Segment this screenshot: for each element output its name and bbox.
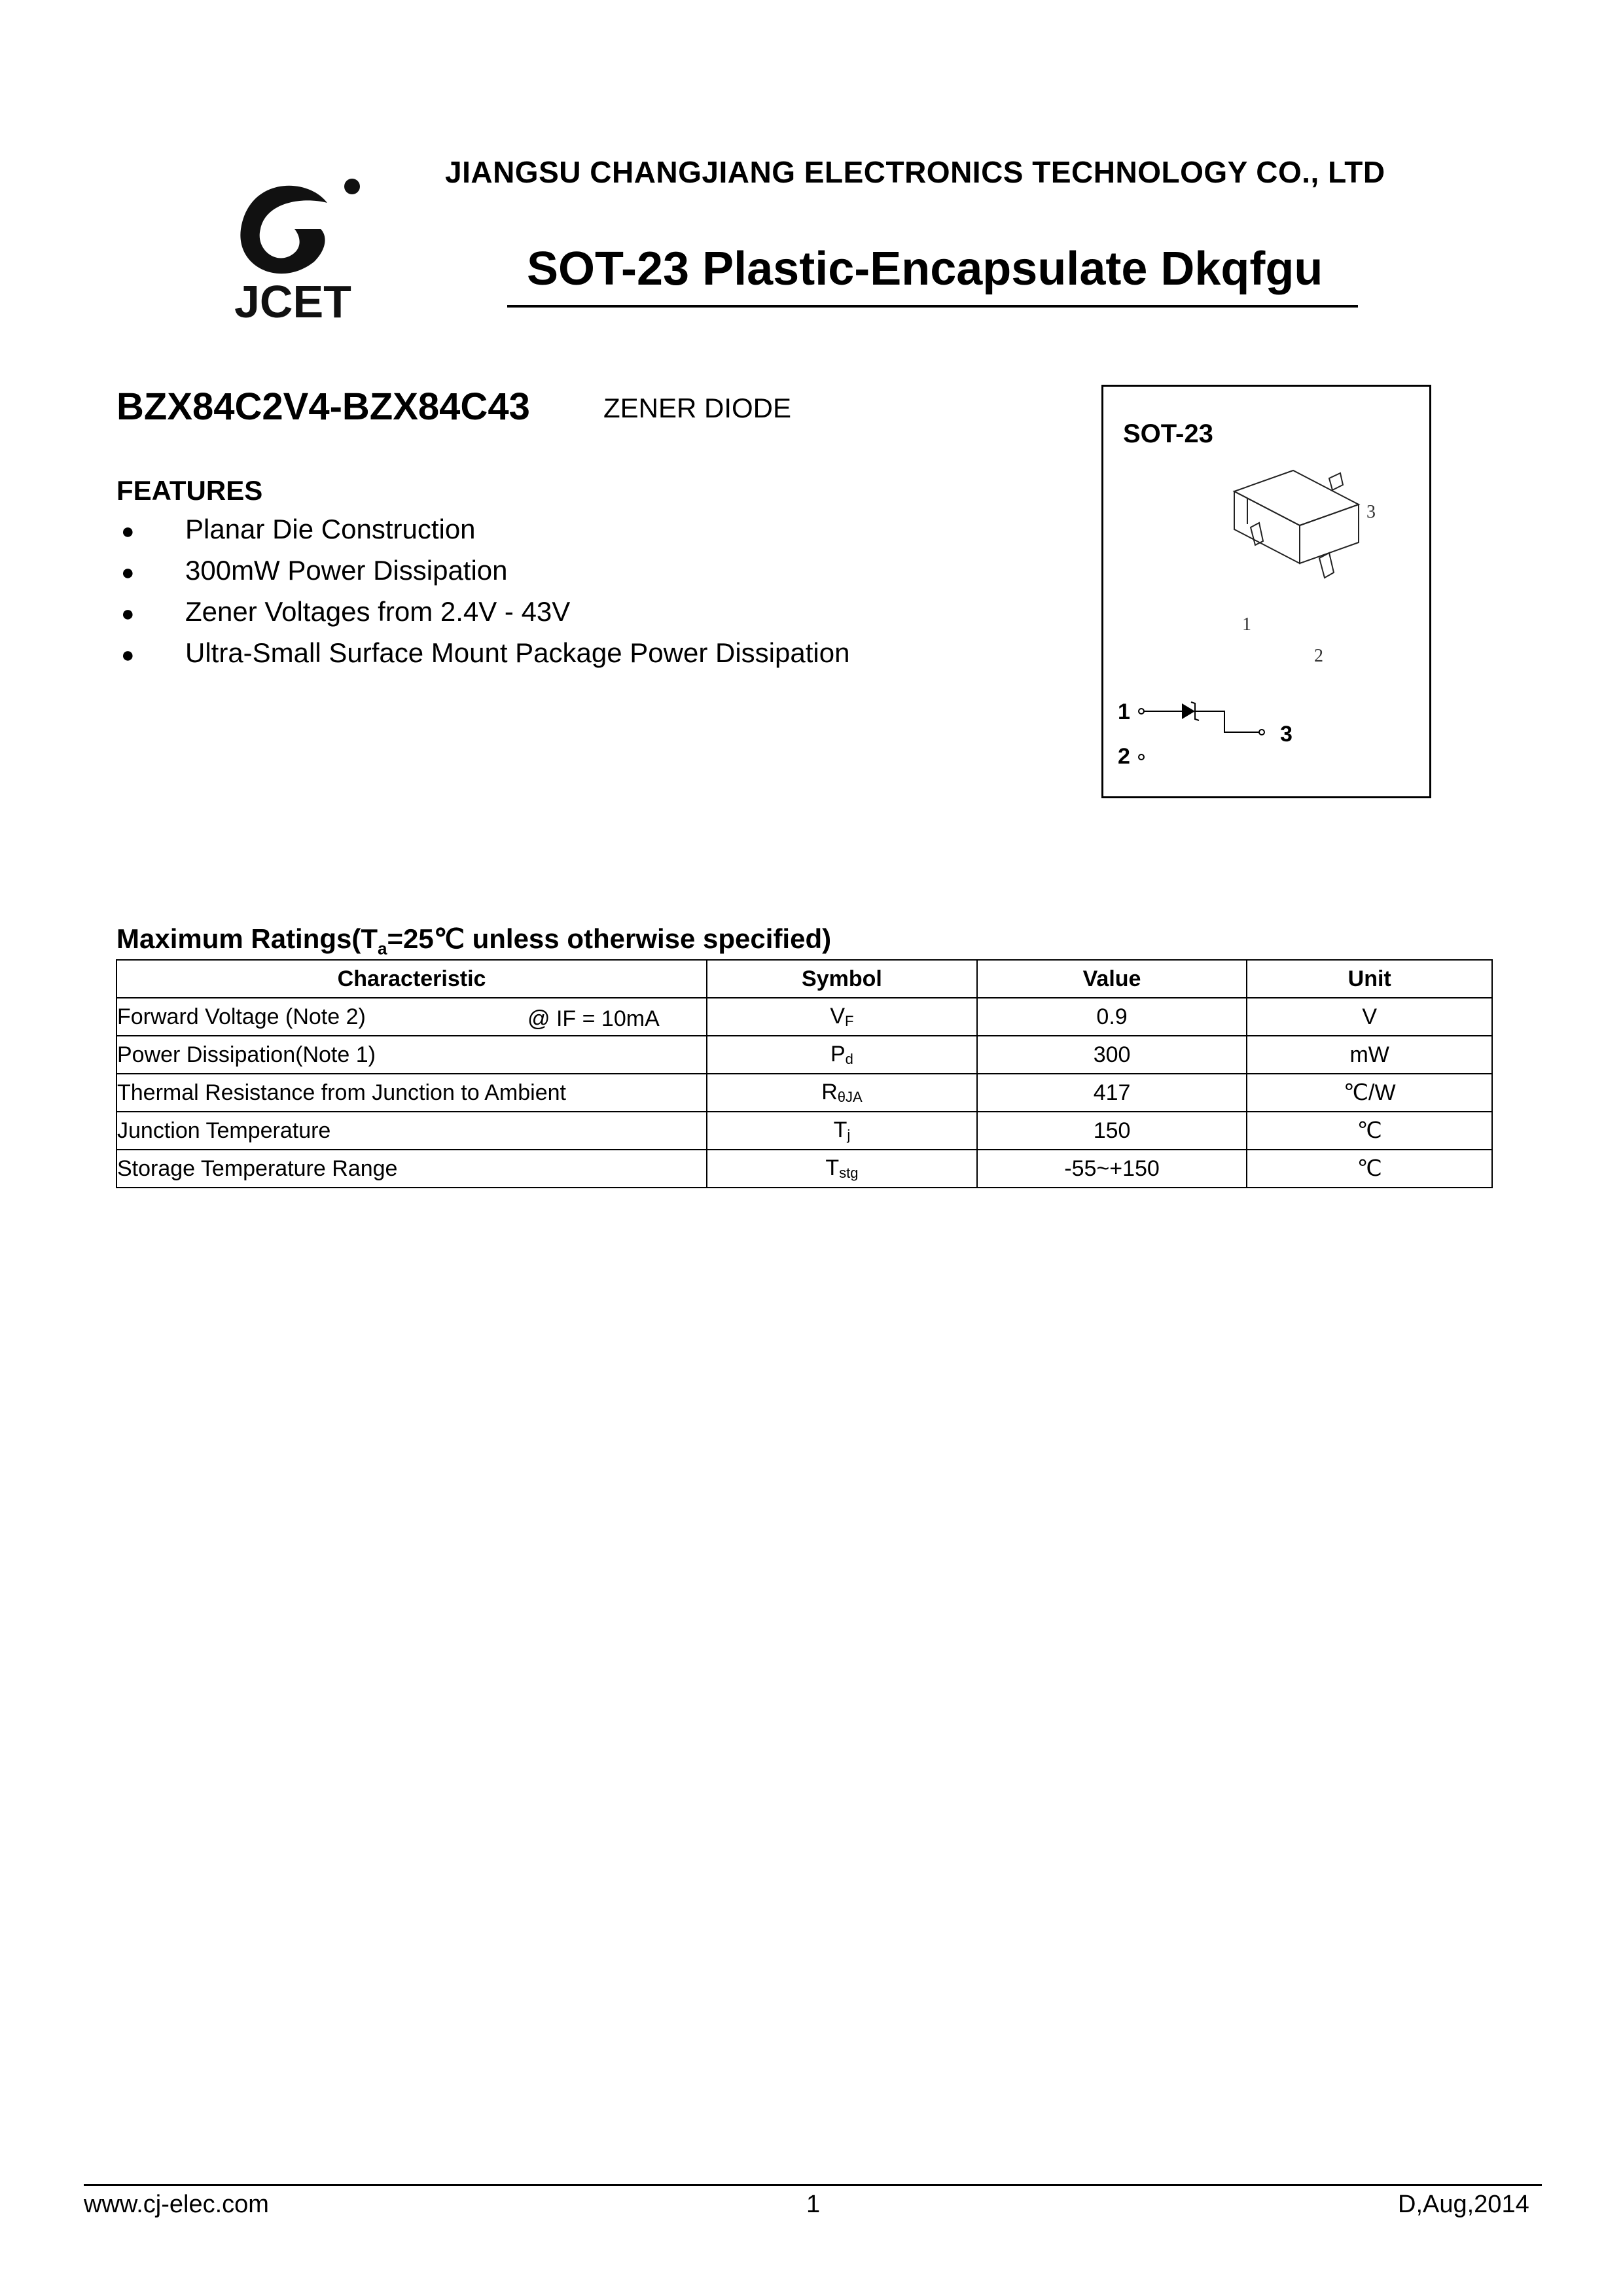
features-list <box>121 514 849 679</box>
cell-unit: V <box>1247 998 1492 1036</box>
table-header-row <box>116 960 1492 998</box>
package-label: SOT-23 <box>1123 419 1213 448</box>
logo-text: JCET <box>234 276 351 327</box>
cell-characteristic: Power Dissipation(Note 1) <box>116 1036 707 1074</box>
ratings-table <box>116 959 1493 1188</box>
table-row <box>116 1112 1492 1150</box>
schematic-pin-2: 2 <box>1118 744 1130 769</box>
package-box <box>1101 385 1431 798</box>
bullet-icon: ● <box>121 519 135 544</box>
column-header-unit: Unit <box>1247 960 1492 998</box>
cell-unit: mW <box>1247 1036 1492 1074</box>
company-name: JIANGSU CHANGJIANG ELECTRONICS TECHNOLOGY CO., LTD <box>445 155 1385 189</box>
cell-symbol: Pd <box>707 1036 977 1074</box>
bullet-icon: ● <box>121 643 135 667</box>
document-title-block <box>507 242 1358 308</box>
table-row <box>116 1150 1492 1188</box>
logo-mark-icon <box>229 164 366 327</box>
cell-value: 417 <box>977 1074 1247 1112</box>
pin-1-label: 1 <box>1242 614 1251 635</box>
table-row <box>116 1036 1492 1074</box>
column-header-symbol: Symbol <box>707 960 977 998</box>
footer-website: www.cj-elec.com <box>84 2191 269 2218</box>
schematic-pin-1: 1 <box>1118 699 1130 724</box>
table-row <box>116 998 1492 1036</box>
jcet-logo <box>229 164 366 327</box>
pin-2-label: 2 <box>1314 646 1323 666</box>
footer-page-number: 1 <box>806 2191 821 2218</box>
schematic-pin-3: 3 <box>1280 722 1293 747</box>
cell-characteristic: Forward Voltage (Note 2) @ IF = 10mA <box>116 998 707 1036</box>
table-row <box>116 1074 1492 1112</box>
list-item: ● 300mW Power Dissipation <box>121 555 849 596</box>
features-heading: FEATURES <box>116 475 263 506</box>
cell-unit: ℃ <box>1247 1150 1492 1188</box>
cell-symbol: Tj <box>707 1112 977 1150</box>
cell-characteristic: Thermal Resistance from Junction to Ambient <box>116 1074 707 1112</box>
cell-value: -55~+150 <box>977 1150 1247 1188</box>
footer-revision: D,Aug,2014 <box>1398 2191 1529 2218</box>
cell-value: 150 <box>977 1112 1247 1150</box>
cell-characteristic: Storage Temperature Range <box>116 1150 707 1188</box>
cell-unit: ℃/W <box>1247 1074 1492 1112</box>
list-item: ● Ultra-Small Surface Mount Package Power Dissipation <box>121 637 849 679</box>
cell-characteristic: Junction Temperature <box>116 1112 707 1150</box>
cell-symbol: VF <box>707 998 977 1036</box>
bullet-icon: ● <box>121 601 135 626</box>
ratings-title: Maximum $Ratings(T_a=25℃$ unless otherwise specified) <box>116 923 832 959</box>
cell-value: 300 <box>977 1036 1247 1074</box>
part-number: BZX84C2V4-BZX84C43 <box>116 385 530 428</box>
list-item: ● Zener Voltages from 2.4V - 43V <box>121 596 849 637</box>
column-header-value: Value <box>977 960 1247 998</box>
pin-3-label: 3 <box>1366 502 1376 522</box>
document-title: SOT-23 Plastic-Encapsulate Dkqfgu <box>527 243 1323 295</box>
diode-symbol-icon <box>1118 699 1293 769</box>
cell-condition: @ IF = 10mA <box>527 1006 660 1031</box>
cell-value: 0.9 <box>977 998 1247 1036</box>
cell-unit: ℃ <box>1247 1112 1492 1150</box>
cell-symbol: Tstg <box>707 1150 977 1188</box>
cell-symbol: RθJA <box>707 1074 977 1112</box>
column-header-characteristic: Characteristic <box>116 960 707 998</box>
package-drawing-icon <box>1103 387 1429 796</box>
list-item: ● Planar Die Construction <box>121 514 849 555</box>
bullet-icon: ● <box>121 560 135 585</box>
footer-divider <box>84 2184 1542 2186</box>
part-type: ZENER DIODE <box>603 393 792 423</box>
